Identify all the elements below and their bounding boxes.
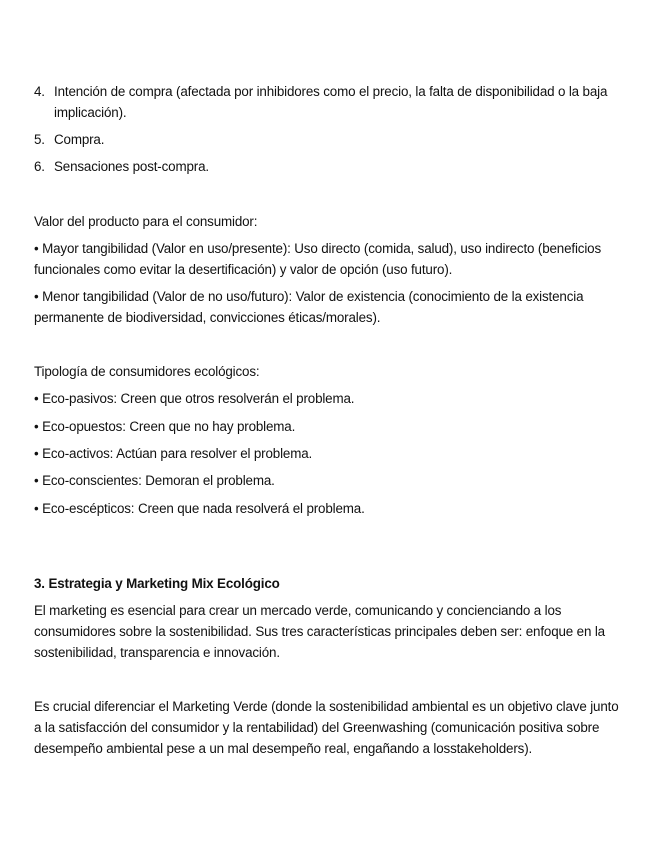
typology-bullet-eco-conscientes: • Eco-conscientes: Demoran el problema. <box>34 473 275 489</box>
document-page <box>34 82 624 766</box>
list-item <box>34 157 624 178</box>
strategy-section <box>34 574 624 760</box>
strategy-paragraph-1: El marketing es esencial para crear un mercado verde, comunicando y concienciando a los consumidores sobre la sostenibilidad. Sus tres características principales deben ser: enfoque en la sostenibilidad, transparencia e innovación. <box>34 603 605 660</box>
value-intro: Valor del producto para el consumidor: <box>34 213 258 229</box>
spacer <box>34 670 624 697</box>
list-item <box>34 130 624 151</box>
list-item-text: Intención de compra (afectada por inhibidores como el precio, la falta de disponibilidad o la baja implicación). <box>54 84 608 120</box>
spacer <box>34 185 624 212</box>
list-item-text: Sensaciones post-compra. <box>54 159 209 175</box>
list-item-number: 5. <box>34 132 45 148</box>
list-item-text: Compra. <box>54 132 105 148</box>
value-section <box>34 212 624 329</box>
typology-bullet-eco-opuestos: • Eco-opuestos: Creen que no hay problema. <box>34 418 296 434</box>
typology-intro: Tipología de consumidores ecológicos: <box>34 364 260 380</box>
typology-bullet-eco-activos: • Eco-activos: Actúan para resolver el problema. <box>34 446 313 462</box>
spacer <box>34 526 624 574</box>
list-item-number: 4. <box>34 84 45 99</box>
list-item-number: 6. <box>34 159 45 175</box>
typology-section <box>34 362 624 519</box>
value-bullet-tangible: • Mayor tangibilidad (Valor en uso/presente): Uso directo (comida, salud), uso indirecto (beneficios funcionales como evitar la desertificación) y valor de opción (uso futuro). <box>34 240 602 277</box>
strategy-paragraph-2: Es crucial diferenciar el Marketing Verde (donde la sostenibilidad ambiental es un objetivo clave junto a la satisfacción del consumidor y la rentabilidad) del Greenwashing (comunicación positiva sobre desempeño ambiental pese a un mal desempeño real, engañando a losstakeholders). <box>34 699 619 756</box>
spacer <box>34 335 624 362</box>
typology-bullet-eco-pasivos: • Eco-pasivos: Creen que otros resolverán el problema. <box>34 391 355 407</box>
typology-bullet-eco-escepticos: • Eco-escépticos: Creen que nada resolverá el problema. <box>34 500 365 516</box>
value-bullet-intangible: • Menor tangibilidad (Valor de no uso/futuro): Valor de existencia (conocimiento de la existencia permanente de biodiversidad, convicciones éticas/morales). <box>34 289 584 325</box>
section-heading: 3. Estrategia y Marketing Mix Ecológico <box>34 575 280 591</box>
purchase-steps-list <box>34 82 624 178</box>
list-item <box>34 82 624 124</box>
